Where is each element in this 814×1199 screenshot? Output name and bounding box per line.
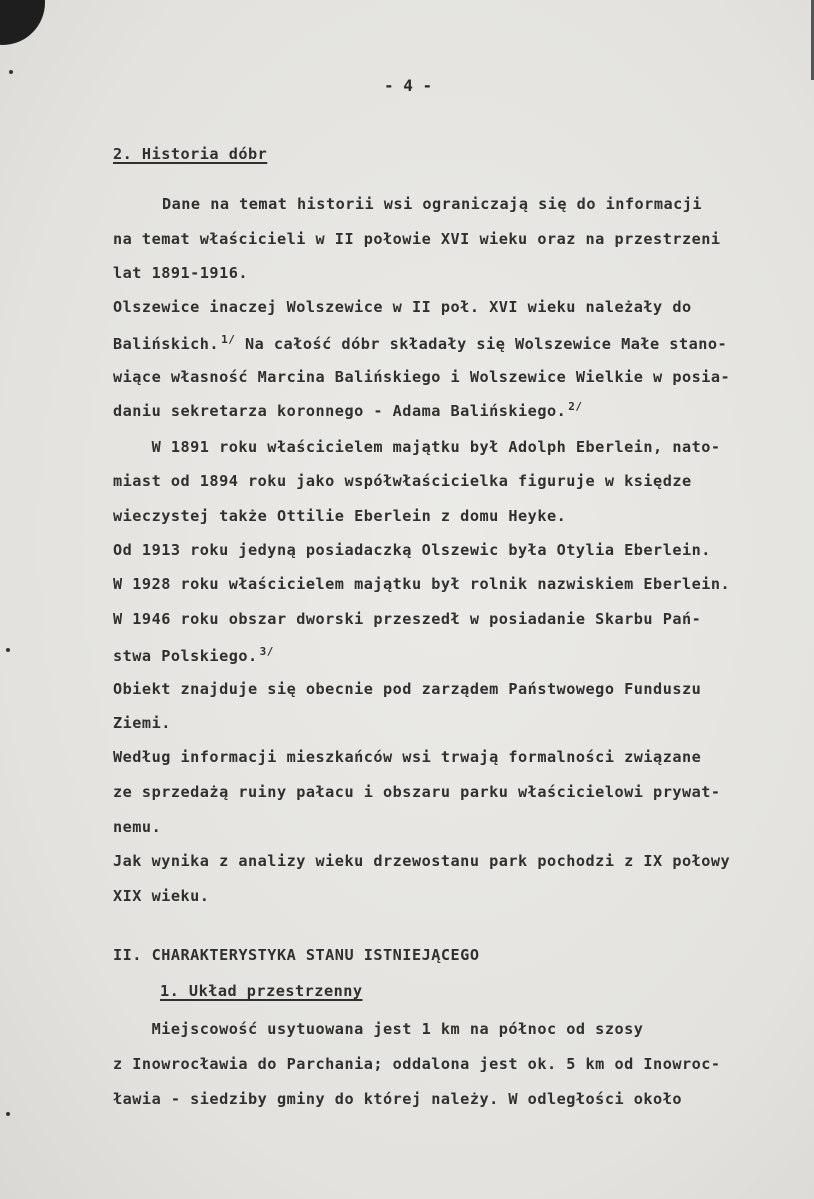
text-line	[113, 400, 583, 420]
margin-mark	[6, 1112, 10, 1116]
text-line: ze sprzedażą ruiny pałacu i obszaru parku właścicielowi prywat-	[113, 783, 721, 801]
text-line: Obiekt znajduje się obecnie pod zarządem Państwowego Funduszu	[113, 680, 702, 698]
footnote-ref: 3/	[259, 645, 274, 658]
text-line: Ziemi.	[113, 714, 171, 732]
chapter-heading: II. CHARAKTERYSTYKA STANU ISTNIEJĄCEGO	[113, 946, 480, 964]
text-line: XIX wieku.	[113, 887, 210, 905]
footnote-ref: 1/	[221, 333, 236, 346]
text-line: na temat właścicieli w II połowie XVI wieku oraz na przestrzeni	[113, 230, 721, 248]
text-line: Olszewice inaczej Wolszewice w II poł. XVI wieku należały do	[113, 298, 692, 316]
text-line: Od 1913 roku jedyną posiadaczką Olszewic była Otylia Eberlein.	[113, 541, 711, 559]
text-line: miast od 1894 roku jako współwłaścicielka figuruje w księdze	[113, 472, 692, 490]
footnote-ref: 2/	[568, 400, 583, 413]
text-line: Według informacji mieszkańców wsi trwają formalności związane	[113, 748, 702, 766]
text-line	[113, 333, 727, 353]
margin-mark	[6, 648, 10, 652]
text-line: Jak wynika z analizy wieku drzewostanu park pochodzi z IX połowy	[113, 852, 731, 870]
section-heading: 2. Historia dóbr	[113, 145, 268, 163]
text-line: z Inowrocławia do Parchania; oddalona jest ok. 5 km od Inowroc-	[113, 1055, 721, 1073]
text-fragment: daniu sekretarza koronnego - Adama Balińskiego.	[113, 402, 567, 421]
text-line: wieczystej także Ottilie Eberlein z domu Heyke.	[113, 507, 567, 525]
text-line: lat 1891-1916.	[113, 264, 249, 282]
text-line: W 1946 roku obszar dworski przeszedł w posiadanie Skarbu Pań-	[113, 610, 702, 628]
subsection-heading: 1. Układ przestrzenny	[160, 982, 363, 1000]
text-line: nemu.	[113, 818, 162, 836]
margin-mark	[9, 70, 13, 74]
corner-shadow	[0, 0, 45, 45]
text-line	[113, 645, 274, 665]
text-fragment: Na całość dóbr składały się Wolszewice Małe stano-	[235, 335, 728, 354]
text-line: ławia - siedziby gminy do której należy. W odległości około	[113, 1090, 682, 1108]
text-line: W 1928 roku właścicielem majątku był rolnik nazwiskiem Eberlein.	[113, 575, 731, 593]
text-line: Dane na temat historii wsi ograniczają się do informacji	[162, 195, 703, 213]
text-line: wiące własność Marcina Balińskiego i Wolszewice Wielkie w posia-	[113, 368, 731, 386]
page-number: - 4 -	[384, 76, 433, 95]
text-line: W 1891 roku właścicielem majątku był Adolph Eberlein, nato-	[113, 438, 721, 456]
text-fragment: stwa Polskiego.	[113, 647, 258, 666]
text-fragment: Balińskich.	[113, 335, 220, 354]
text-line: Miejscowość usytuowana jest 1 km na północ od szosy	[113, 1020, 644, 1038]
